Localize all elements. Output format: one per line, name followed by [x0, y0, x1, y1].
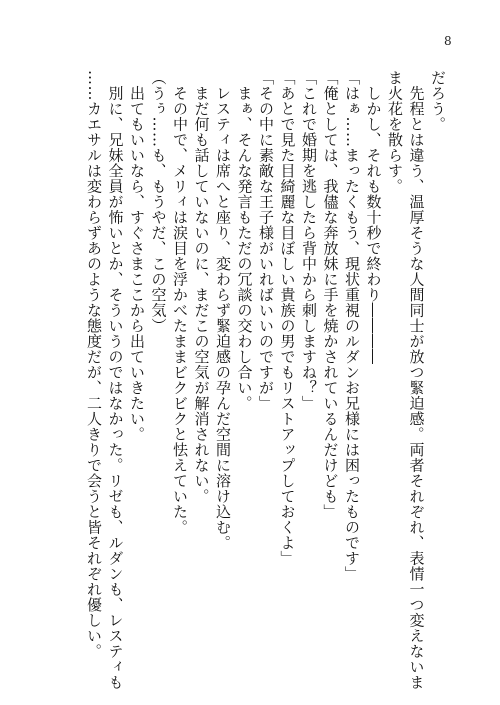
text-line-15: 出てもいいなら、すぐさまここから出ていきたい。: [128, 70, 146, 442]
text-line-16: 別に、兄妹全員が怖いとか、そういうのではなかった。リゼも、ルダンも、レスティも: [106, 70, 125, 690]
text-line-17: ……カエサルは変わらずあのような態度だが、二人きりで会うと皆それぞれ優しい。: [85, 70, 103, 659]
text-line-12: まだ何も話していないのに、まだこの空気が解消されない。: [192, 70, 211, 504]
text-line-9: 「その中に素敵な王子様がいればいいのですが」: [257, 70, 275, 411]
vertical-text-body: [83, 70, 449, 690]
text-line-2: 先程とは違う、温厚そうな人間同士が放つ緊迫感。両者それぞれ、表情一つ変えないま: [407, 70, 426, 690]
text-line-11: レスティは席へと座り、変わらず緊迫感の孕んだ空間に溶け込む。: [214, 70, 232, 551]
text-line-4: しかし、それも数十秒で終わり――――: [364, 70, 383, 365]
text-line-7: 「これで婚期を逃したら背中から刺しますね？」: [300, 70, 318, 411]
text-line-10: まぁ、そんな発言もただの冗談の交わし合い。: [235, 70, 254, 411]
text-line-13: その中で、メリィは涙目を浮かべたままビクビクと怯えていた。: [171, 70, 189, 535]
text-line-14: （うぅ……も、もうやだ、この空気）: [149, 70, 168, 334]
text-line-8: 「あとで見た目綺麗な目ぼしい貴族の男でもリストアップしておくよ」: [278, 70, 297, 566]
page-number: 8: [444, 34, 452, 48]
text-line-1: だろう。: [429, 70, 447, 132]
text-line-5: 「はぁ……まったくもう、現状重視のルダンお兄様には困ったものです」: [343, 70, 361, 582]
text-line-6: 「俺としては、我儘な奔放妹に手を焼かされているんだけども」: [321, 70, 340, 520]
text-line-3: ま火花を散らす。: [386, 70, 404, 194]
